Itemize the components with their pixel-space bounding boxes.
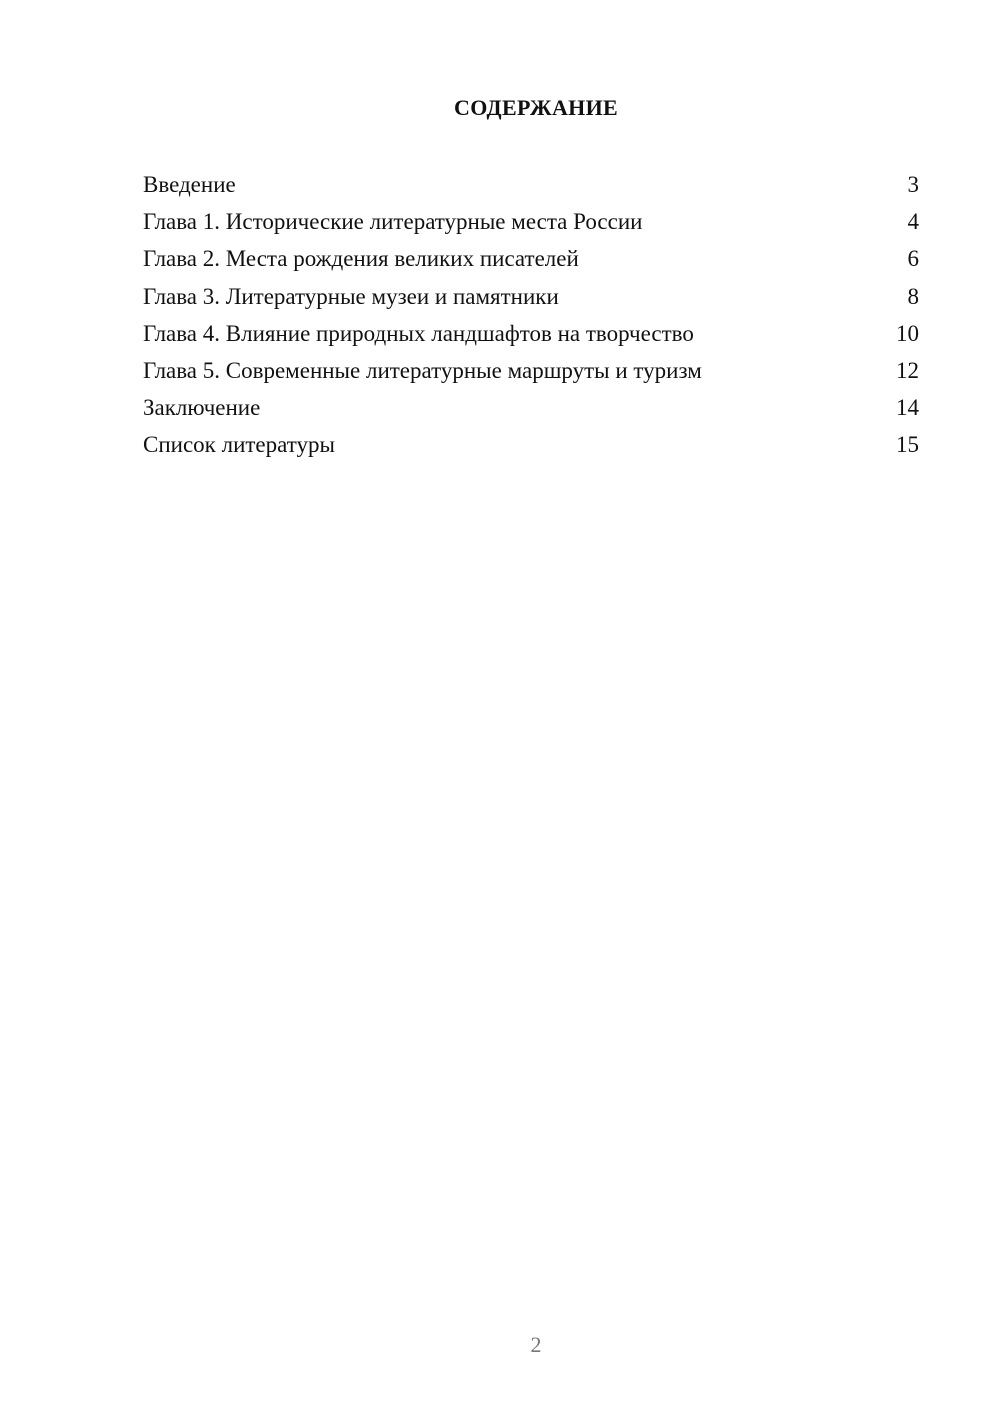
toc-entry-chapter-1 xyxy=(143,203,919,240)
toc-entry-page-number: 14 xyxy=(896,395,919,421)
toc-entry-label: Заключение xyxy=(143,395,261,421)
toc-entry-page-number: 6 xyxy=(907,246,919,272)
toc-entry-label: Глава 1. Исторические литературные места России xyxy=(143,209,643,235)
page-number: 2 xyxy=(530,1332,542,1357)
toc-entry-label: Список литературы xyxy=(143,432,335,458)
toc-entry-page-number: 4 xyxy=(907,209,919,235)
toc-entry-label: Глава 2. Места рождения великих писателей xyxy=(143,246,579,272)
toc-entry-label: Введение xyxy=(143,172,236,197)
toc-entry-label: Глава 5. Современные литературные маршруты и туризм xyxy=(143,357,702,383)
toc-entry-bibliography xyxy=(143,426,919,463)
toc-entry-chapter-5 xyxy=(143,352,919,389)
toc-entry-page-number: 10 xyxy=(896,320,919,346)
toc-entry-label: Глава 3. Литературные музеи и памятники xyxy=(143,283,559,309)
toc-entry-conclusion xyxy=(143,389,919,426)
toc-entry-label: Глава 4. Влияние природных ландшафтов на творчество xyxy=(143,320,694,346)
toc-title: СОДЕРЖАНИЕ xyxy=(454,95,618,120)
toc-entry-introduction xyxy=(143,166,919,203)
toc-entry-chapter-4 xyxy=(143,315,919,352)
table-of-contents xyxy=(143,166,919,464)
toc-entry-page-number: 12 xyxy=(896,357,919,383)
toc-entry-page-number: 8 xyxy=(907,283,919,309)
toc-entry-chapter-3 xyxy=(143,278,919,315)
toc-entry-page-number: 15 xyxy=(896,432,919,458)
toc-entry-chapter-2 xyxy=(143,240,919,277)
toc-entry-page-number: 3 xyxy=(907,172,919,197)
